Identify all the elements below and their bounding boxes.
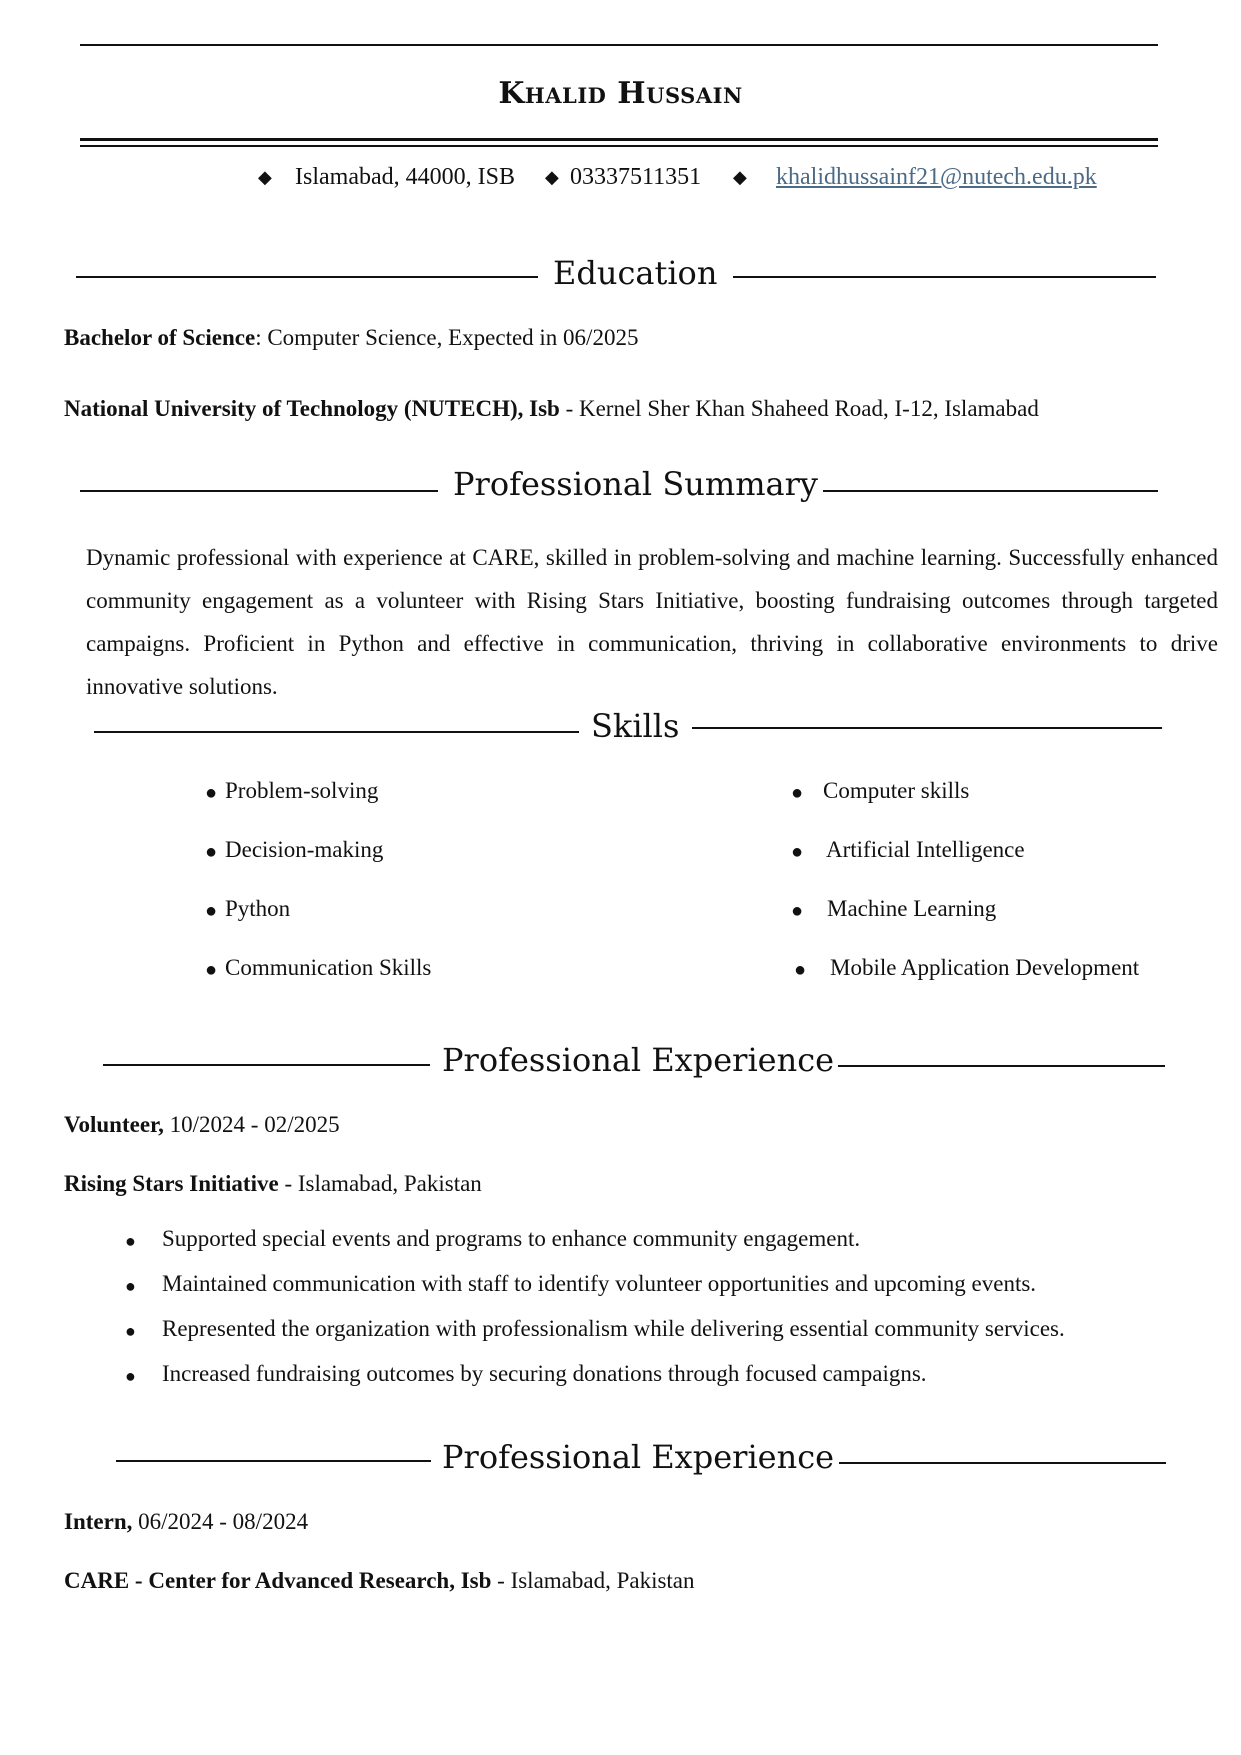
experience-heading: Professional Experience [442, 1041, 835, 1079]
list-item [125, 1226, 1065, 1271]
education-heading: Education [553, 254, 718, 292]
experience-role [64, 1112, 340, 1138]
skill-item: Artificial Intelligence [826, 837, 1025, 862]
experience-rule-left [103, 1064, 430, 1066]
bullet-icon: ● [205, 900, 218, 922]
summary-rule-right [823, 490, 1158, 492]
org-location: - Islamabad, Pakistan [491, 1568, 695, 1593]
bullet-text: Increased fundraising outcomes by securing donations through focused campaigns. [162, 1361, 927, 1386]
bullet-icon: ● [125, 1231, 136, 1251]
institution-location: - Kernel Sher Khan Shaheed Road, I-12, Islamabad [559, 396, 1039, 421]
bullet-icon: ● [205, 782, 218, 804]
role-dates: 06/2024 - 08/2024 [132, 1509, 309, 1534]
candidate-name: Khalid Hussain [498, 76, 743, 111]
diamond-icon: ◆ [733, 167, 747, 187]
education-institution [64, 396, 1039, 422]
experience-role [64, 1509, 308, 1535]
bullet-text: Represented the organization with professionalism while delivering essential community services. [162, 1316, 1065, 1341]
skill-item: Decision-making [225, 837, 384, 862]
skill-item: Python [225, 896, 291, 921]
skill-item: Computer skills [823, 778, 970, 803]
header-bottom-rule-2 [80, 145, 1158, 147]
org-name: CARE - Center for Advanced Research, Isb [64, 1568, 492, 1593]
bullet-icon: ● [791, 900, 804, 922]
header-top-rule [80, 44, 1158, 46]
bullet-icon: ● [125, 1366, 136, 1386]
list-item [125, 1316, 1065, 1361]
skill-item: Problem-solving [225, 778, 379, 803]
bullet-icon: ● [205, 959, 218, 981]
diamond-icon: ◆ [545, 167, 559, 187]
experience-org [64, 1568, 695, 1594]
degree-detail: : Computer Science, Expected in 06/2025 [255, 325, 639, 350]
contact-phone: 03337511351 [570, 164, 702, 190]
contact-location: Islamabad, 44000, ISB [295, 164, 515, 190]
institution-name: National University of Technology (NUTECH), Isb [64, 396, 560, 421]
summary-rule-left [80, 490, 438, 492]
bullet-text: Supported special events and programs to enhance community engagement. [162, 1226, 861, 1251]
summary-text: Dynamic professional with experience at CARE, skilled in problem-solving and machine learning. Successfully enhanced community engagement as a volunteer with Rising Stars Initiative, boosting fundraising outcomes through targeted campaigns. Proficient in Python and effective in communication, thriving in collaborative environments to drive innovative solutions. [86, 545, 1218, 699]
role-dates: 10/2024 - 02/2025 [163, 1112, 340, 1137]
education-rule-right [733, 276, 1156, 278]
bullet-text: Maintained communication with staff to identify volunteer opportunities and upcoming events. [162, 1271, 1037, 1296]
header-bottom-rule-1 [80, 138, 1158, 141]
diamond-icon: ◆ [258, 167, 272, 187]
experience-rule-right [838, 1065, 1165, 1067]
role-title: Volunteer, [64, 1112, 164, 1137]
bullet-icon: ● [205, 841, 218, 863]
experience-rule-left [116, 1460, 431, 1462]
bullet-icon: ● [791, 841, 804, 863]
contact-email-link[interactable]: khalidhussainf21@nutech.edu.pk [776, 164, 1097, 190]
bullet-icon: ● [125, 1321, 136, 1341]
experience-rule-right [839, 1462, 1166, 1464]
skill-item: Mobile Application Development [830, 955, 1140, 980]
bullet-icon: ● [794, 959, 807, 981]
experience-bullets [125, 1226, 1065, 1406]
summary-heading: Professional Summary [453, 465, 818, 503]
skills-rule-right [692, 727, 1162, 729]
list-item [125, 1361, 1065, 1406]
skills-rule-left [94, 731, 579, 733]
skills-heading: Skills [591, 707, 680, 745]
degree-label: Bachelor of Science [64, 325, 256, 350]
bullet-icon: ● [791, 782, 804, 804]
education-degree [64, 325, 638, 351]
org-location: - Islamabad, Pakistan [278, 1171, 482, 1196]
bullet-icon: ● [125, 1276, 136, 1296]
role-title: Intern, [64, 1509, 133, 1534]
experience-heading: Professional Experience [442, 1438, 835, 1476]
education-rule-left [76, 276, 538, 278]
skill-item: Communication Skills [225, 955, 432, 980]
list-item [125, 1271, 1065, 1316]
org-name: Rising Stars Initiative [64, 1171, 279, 1196]
experience-org [64, 1171, 482, 1197]
skill-item: Machine Learning [827, 896, 997, 921]
